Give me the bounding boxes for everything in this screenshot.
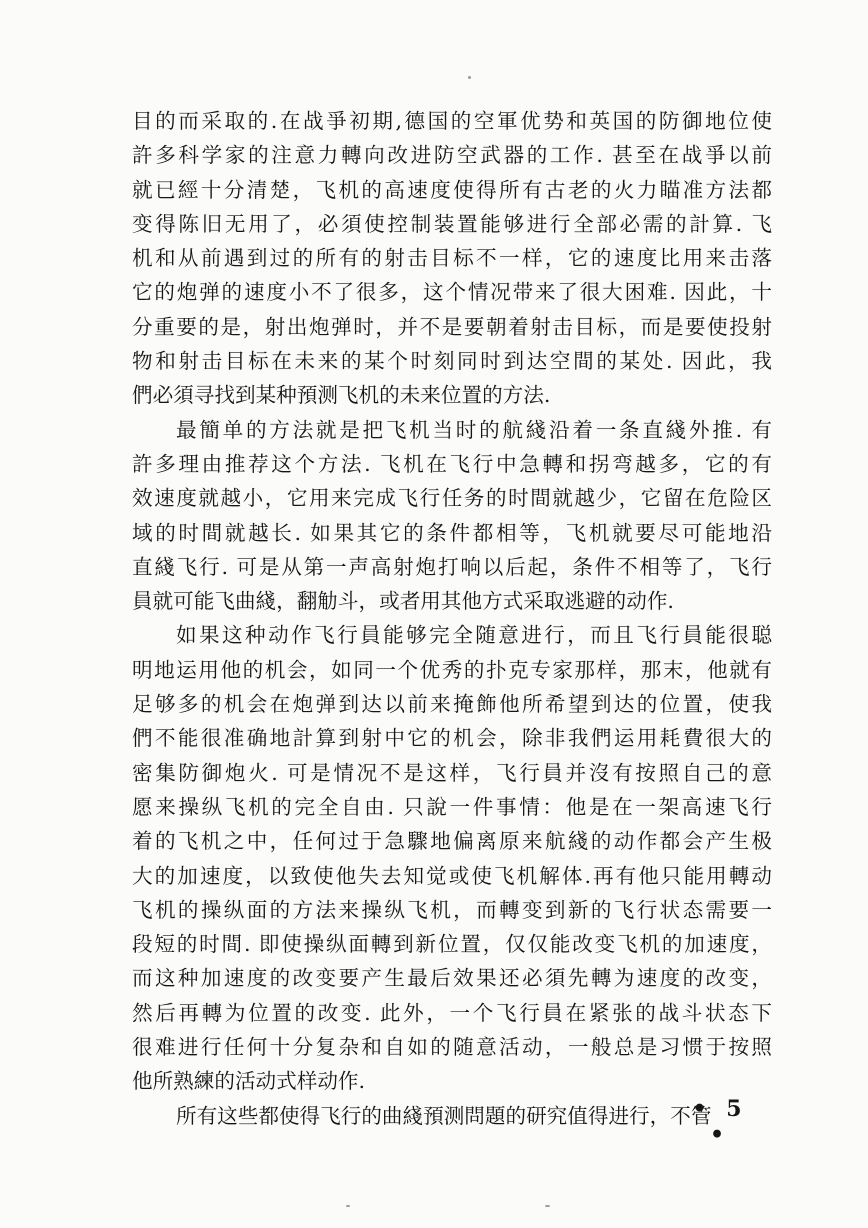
- scan-speck: [346, 1205, 350, 1207]
- body-text: [132, 104, 772, 1133]
- text-line: 域的时間就越长. 如果其它的条件都相等，飞机就要尽可能地沿: [132, 520, 772, 545]
- text-line: 变得陈旧无用了，必須使控制装置能够进行全部必需的計算. 飞: [132, 211, 772, 236]
- text-line: 物和射击目标在未来的某个时刻同时到达空間的某处. 因此，我: [132, 349, 772, 374]
- scan-speck: [545, 1205, 550, 1207]
- text-line: 效速度就越小，它用来完成飞行任务的时間就越少，它留在危险区: [132, 486, 772, 511]
- text-line: 們必須寻找到某种預测飞机的未来位置的方法.: [132, 383, 551, 408]
- text-line: 着的飞机之中，任何过于急驟地偏离原来航綫的动作都会产生极: [132, 829, 772, 854]
- text-line: 許多理由推荐这个方法. 飞机在飞行中急轉和拐弯越多，它的有: [132, 451, 772, 476]
- text-line: 足够多的机会在炮弹到达以前来掩飾他所希望到达的位置，使我: [132, 692, 772, 717]
- text-line: 明地运用他的机会，如同一个优秀的扑克专家那样，那末，他就有: [132, 657, 772, 682]
- text-line: 然后再轉为位置的改变. 此外，一个飞行員在紧张的战斗状态下: [132, 1000, 772, 1025]
- paragraph: [132, 104, 772, 413]
- text-line: 許多科学家的注意力轉向改进防空武器的工作. 甚至在战爭以前: [132, 143, 772, 168]
- page-number: • 5 •: [692, 1096, 748, 1148]
- text-line: 最簡单的方法就是把飞机当时的航綫沿着一条直綫外推. 有: [176, 417, 772, 442]
- text-line: 而这种加速度的改变要产生最后效果还必須先轉为速度的改变，: [132, 966, 772, 991]
- text-line: 直綫飞行. 可是从第一声高射炮打响以后起，条件不相等了，飞行: [132, 554, 772, 579]
- scan-speck: [468, 76, 471, 79]
- paragraph: [132, 1099, 772, 1133]
- paragraph: [132, 618, 772, 1098]
- text-line: 它的炮弹的速度小不了很多，这个情况带来了很大困难. 因此，十: [132, 280, 772, 305]
- paragraph: [132, 413, 772, 619]
- text-line: 机和从前遇到过的所有的射击目标不一样，它的速度比用来击落: [132, 246, 772, 271]
- text-line: 大的加速度，以致使他失去知觉或使飞机解体.再有他只能用轉动: [132, 863, 772, 888]
- text-line: 密集防御炮火. 可是情况不是这样，飞行員并沒有按照自己的意: [132, 760, 772, 785]
- text-line: 愿来操纵飞机的完全自由. 只說一件事情：他是在一架高速飞行: [132, 794, 772, 819]
- text-line: 們不能很准确地計算到射中它的机会，除非我們运用耗費很大的: [132, 726, 772, 751]
- text-line: 他所熟練的活动式样动作.: [132, 1069, 366, 1094]
- text-line: 很难进行任何十分复杂和自如的随意活动，一般总是习惯于按照: [132, 1035, 772, 1060]
- text-line: 分重要的是，射出炮弹时，并不是要朝着射击目标，而是要使投射: [132, 314, 772, 339]
- text-line: 所有这些都使得飞行的曲綫預测問題的研究值得进行，不管: [176, 1103, 712, 1128]
- text-line: 就已經十分清楚，飞机的高速度使得所有古老的火力瞄准方法都: [132, 177, 772, 202]
- text-line: 員就可能飞曲綫，翻觔斗，或者用其他方式采取逃避的动作.: [132, 589, 674, 614]
- text-line: 目的而采取的.在战爭初期,德国的空軍优势和英国的防御地位使: [132, 109, 772, 133]
- text-line: 如果这种动作飞行員能够完全随意进行，而且飞行員能很聪: [176, 623, 772, 648]
- text-line: 飞机的操纵面的方法来操纵飞机，而轉变到新的飞行状态需要一: [132, 897, 772, 922]
- text-line: 段短的时間. 即使操纵面轉到新位置，仅仅能改变飞机的加速度，: [132, 932, 772, 957]
